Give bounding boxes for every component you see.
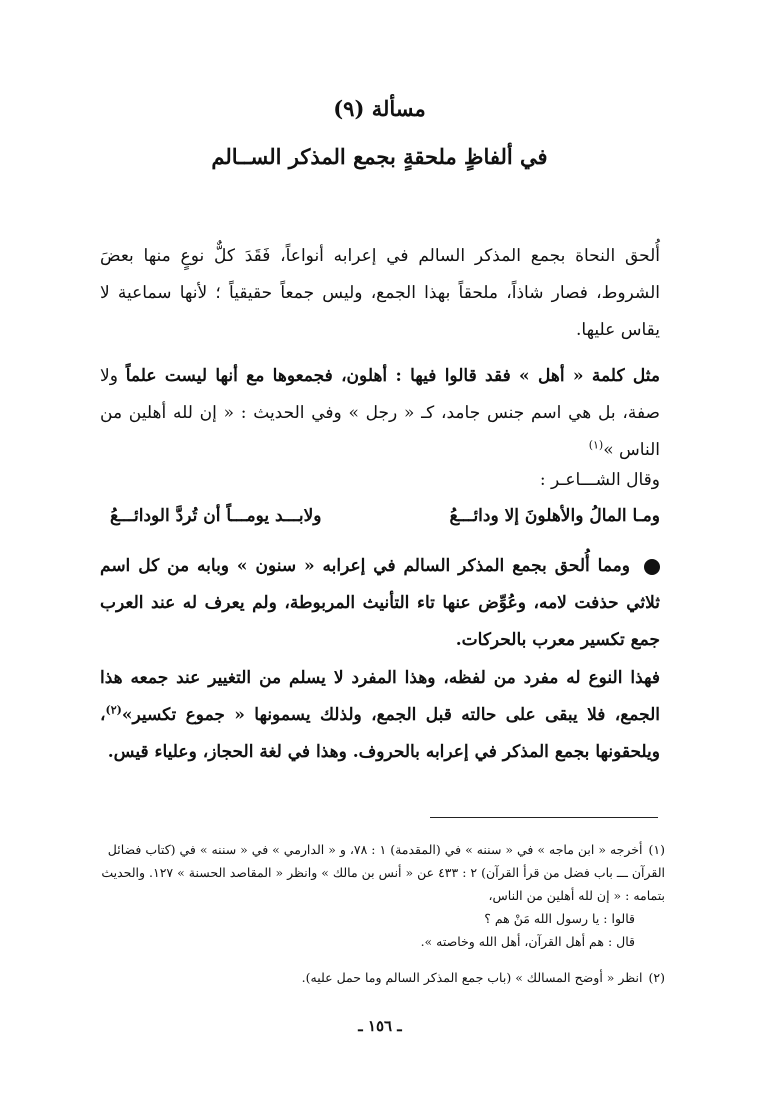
verse-first-hemistich: ومـا المالُ والأهلونَ إلا ودائـــعُ [449,506,660,526]
poet-intro: وقال الشـــاعـر : [539,470,660,490]
footnote-ref-2: (٢) [105,703,122,717]
footnote-1-mark: (١) [648,842,665,857]
paragraph-ahl-rest: ولا صفة، بل هي اسم جنس جامد، كـ « رجل » وفي الحديث : « إن لله أهلين من الناس » [100,366,660,460]
paragraph-sinun-text: ومما أُلحق بجمع المذكر السالم في إعرابه « سنون » وبابه من كل اسم ثلاثي حذفت لامه، وعُوِّض عنها تاء التأنيث المربوطة، ولم يعرف له عند العرب جمع تكسير معرب بالحركات. [100,556,660,650]
paragraph-ahl-example [100,358,660,469]
footnote-2-mark: (٢) [648,970,665,985]
paragraph-sinun [100,548,660,659]
footnote-1-line2: قالوا : يا رسول الله مَنْ هم ؟ [484,911,635,926]
paragraph-broken-plural [100,660,660,771]
paragraph-ahl-lead: مثل كلمة « أهل » فقد قالوا فيها : أهلون، فجمعوها مع أنها ليست علماً [125,366,660,386]
footnote-1-line3: قال : هم أهل القرآن، أهل الله وخاصته ». [420,934,635,949]
paragraph-intro: أُلحق النحاة بجمع المذكر السالم في إعرابه أنواعاً، فَقَدَ كلٌّ نوعٍ منها بعضَ الشروط، فصار شاذاً، ملحقاً بهذا الجمع، وليس جمعاً حقيقياً ؛ لأنها سماعية لا يقاس عليها. [100,246,660,340]
footnote-1 [95,838,665,953]
paragraph-broken-plural-a: فهذا النوع له مفرد من لفظه، وهذا المفرد لا يسلم من التغيير عند جمعه هذا الجمع، فلا يبقى على حالته قبل الجمع، ولذلك يسمونها « جموع تكسير» [100,668,660,725]
footnote-divider [430,817,658,818]
footnote-2-text: انظر « أوضح المسالك » (باب جمع المذكر السالم وما حمل عليه). [301,970,643,985]
footnote-ref-1: (١) [588,438,604,452]
footnote-2 [95,966,665,989]
verse-second-hemistich: ولابـــد يومـــاً أن تُردَّ الودائـــعُ [110,506,322,526]
paragraph-broken-plural-b: ، ويلحقونها بجمع المذكر في إعرابه بالحروف. وهذا في لغة الحجاز، وعلياء قيس. [100,705,660,762]
poetry-verse [90,506,670,540]
footnote-1-text: أخرجه « ابن ماجه » في « سننه » في (المقدمة) ١ : ٧٨، و « الدارمي » في « سننه » في (كتاب فضائل القرآن ـــ باب فضل من قرأ القرآن) ٢ : ٤٣٣ عن « أنس بن مالك » وانظر « المقاصد الحسنة » ١٢٧. والحديث بتمامه : « إن لله أهلين من الناس، [101,842,665,903]
page-number: ـ ١٥٦ ـ [358,1017,402,1035]
issue-subtitle: في ألفاظٍ ملحقةٍ بجمع المذكر الســالم [211,144,548,169]
bullet-dot-icon [644,559,660,575]
issue-title: مسألة (٩) [333,96,426,121]
